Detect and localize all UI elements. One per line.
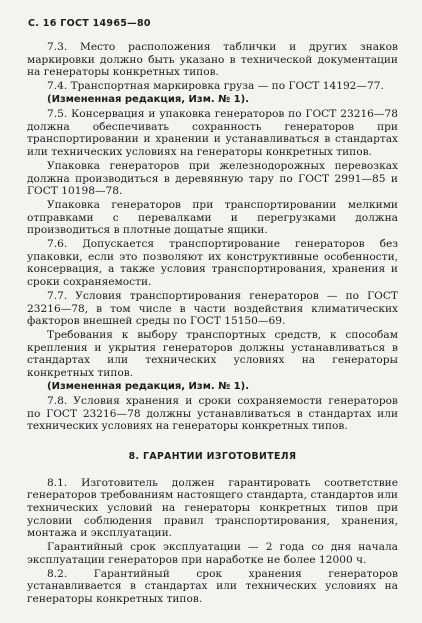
amendment-note: (Измененная редакция, Изм. № 1). (47, 94, 250, 106)
paragraph-8-2: 8.2. Гарантийный срок хранения генераторов устанавливается в стандартах или технических условиях на генераторы конкретных типов. (27, 567, 398, 605)
paragraph-7-5: 7.5. Консервация и упаковка генераторов по ГОСТ 23216—78 должна обеспечивать сохранность генераторов при транспортировании и хранении и устанавливаться в стандартах или технических условиях на генераторы конкретных типов. (27, 108, 398, 158)
page-header: С. 16 ГОСТ 14965—80 (28, 18, 151, 29)
paragraph-7-6: 7.6. Допускается транспортирование генераторов без упаковки, если это позволяют их конструктивные особенности, консервация, а также условия транспортирования, хранения и сроки сохраняемости. (27, 238, 398, 289)
paragraph-8-1: 8.1. Изготовитель должен гарантировать соответствие генераторов требованиям настоящего стандарта, стандартов или технических условий на генераторы конкретных типов при условии соблюдения правил транспортирования, хранения, монтажа и эксплуатации. (27, 476, 398, 540)
paragraph-7-7: 7.7. Условия транспортирования генераторов — по ГОСТ 23216—78, в том числе в части воздействия климатических факторов внешней среды по ГОСТ 15150—69. (27, 290, 398, 328)
paragraph-7-4: 7.4. Транспортная маркировка груза — по ГОСТ 14192—77. (47, 80, 384, 93)
paragraph-7-3: 7.3. Место расположения таблички и других знаков маркировки должно быть указано в технической документации на генераторы конкретных типов. (27, 41, 398, 79)
section-7-body (27, 41, 398, 433)
paragraph-transport-requirements: Требования к выбору транспортных средств, к способам крепления и укрытия генераторов должны устанавливаться в стандартах или технических условиях на генераторы конкретных типов. (27, 329, 398, 379)
paragraph-rail-packing: Упаковка генераторов при железнодорожных перевозках должна производиться в деревянную тару по ГОСТ 2991—85 и ГОСТ 10198—78. (27, 159, 398, 198)
paragraph-small-shipments: Упаковка генераторов при транспортировании мелкими отправками с перевалками и перегрузками должна производиться в плотные дощатые ящики. (27, 199, 398, 237)
section-8-title: 8. ГАРАНТИИ ИЗГОТОВИТЕЛЯ (128, 450, 297, 462)
amendment-note: (Измененная редакция, Изм. № 1). (47, 380, 250, 392)
section-8-body (27, 477, 398, 606)
paragraph-7-8: 7.8. Условия хранения и сроки сохраняемости генераторов по ГОСТ 23216—78 должны устанавливаться в стандартах или технических условиях на генераторы конкретных типов. (27, 394, 398, 433)
paragraph-warranty-period: Гарантийный срок эксплуатации — 2 года со дня начала эксплуатации генераторов при наработке не более 12000 ч. (27, 541, 398, 566)
